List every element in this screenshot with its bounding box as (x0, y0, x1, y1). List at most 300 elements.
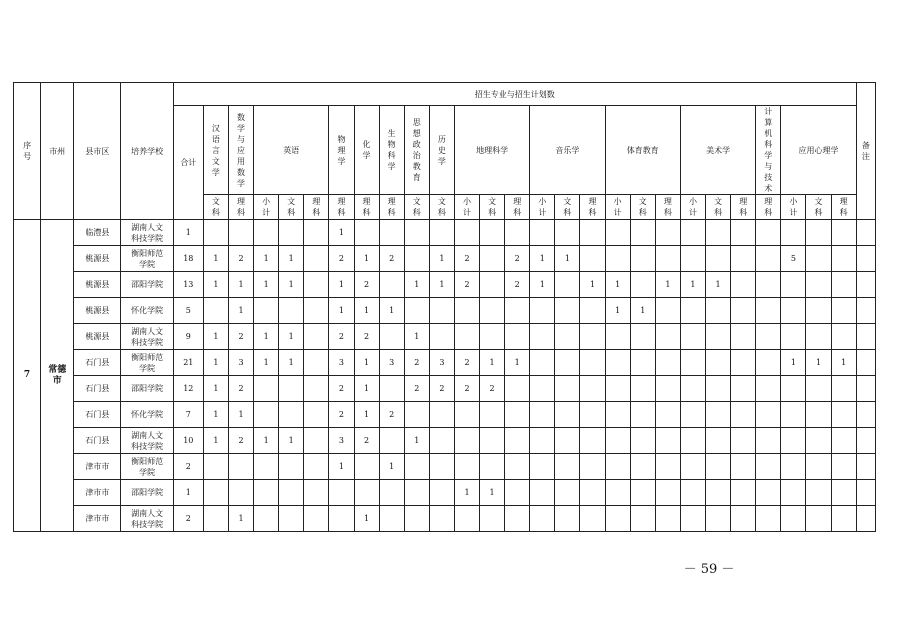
header-subcolumn: 文 科 (555, 195, 580, 220)
value-cell (605, 480, 630, 506)
value-cell: 2 (404, 376, 429, 402)
value-cell (429, 324, 454, 350)
value-cell (580, 298, 605, 324)
value-cell (555, 506, 580, 532)
value-cell (454, 454, 479, 480)
value-cell (781, 376, 806, 402)
value-cell (480, 454, 505, 480)
value-cell: 2 (228, 246, 253, 272)
value-cell: 1 (480, 350, 505, 376)
value-cell (605, 428, 630, 454)
county-cell: 桃源县 (74, 324, 121, 350)
value-cell: 2 (329, 402, 354, 428)
group-seq: 7 (14, 220, 41, 532)
value-cell (630, 480, 655, 506)
value-cell (680, 506, 705, 532)
value-cell (304, 402, 329, 428)
value-cell (580, 480, 605, 506)
header-subcolumn: 文 科 (429, 195, 454, 220)
value-cell (555, 324, 580, 350)
value-cell: 1 (254, 246, 279, 272)
header-subject: 思 想 政 治 教 育 (404, 106, 429, 195)
value-cell: 1 (505, 350, 530, 376)
value-cell (379, 272, 404, 298)
value-cell: 1 (279, 272, 304, 298)
header-subject: 汉 语 言 文 学 (203, 106, 228, 195)
value-cell (555, 220, 580, 246)
value-cell (480, 506, 505, 532)
value-cell: 3 (329, 428, 354, 454)
value-cell (505, 428, 530, 454)
value-cell (831, 480, 856, 506)
value-cell (856, 402, 875, 428)
value-cell (530, 220, 555, 246)
value-cell (254, 376, 279, 402)
value-cell (806, 324, 831, 350)
value-cell: 1 (605, 298, 630, 324)
county-cell: 津市市 (74, 480, 121, 506)
value-cell (329, 506, 354, 532)
header-subject: 地理科学 (454, 106, 529, 195)
table-row (14, 272, 876, 298)
value-cell (404, 220, 429, 246)
value-cell (680, 428, 705, 454)
table-row (14, 324, 876, 350)
header-subject: 英语 (254, 106, 329, 195)
value-cell (304, 324, 329, 350)
value-cell: 2 (329, 246, 354, 272)
county-cell: 桃源县 (74, 298, 121, 324)
value-cell (856, 220, 875, 246)
value-cell (580, 220, 605, 246)
header-seq: 序 号 (14, 83, 41, 220)
value-cell (429, 402, 454, 428)
table-row (14, 220, 876, 246)
value-cell: 1 (354, 350, 379, 376)
value-cell (429, 506, 454, 532)
table-row (14, 480, 876, 506)
value-cell (304, 350, 329, 376)
value-cell (605, 454, 630, 480)
value-cell (756, 220, 781, 246)
value-cell (731, 272, 756, 298)
value-cell (254, 454, 279, 480)
header-subcolumn: 理 科 (329, 195, 354, 220)
value-cell (731, 220, 756, 246)
table-row (14, 376, 876, 402)
county-cell: 石门县 (74, 402, 121, 428)
value-cell (354, 480, 379, 506)
header-subcolumn: 理 科 (731, 195, 756, 220)
value-cell (731, 428, 756, 454)
table-row (14, 246, 876, 272)
school-cell: 湖南人文 科技学院 (121, 428, 173, 454)
value-cell: 1 (228, 402, 253, 428)
value-cell (530, 428, 555, 454)
value-cell: 3 (228, 350, 253, 376)
value-cell (505, 402, 530, 428)
value-cell (505, 506, 530, 532)
school-cell: 衡阳师范 学院 (121, 246, 173, 272)
value-cell (304, 428, 329, 454)
value-cell (580, 402, 605, 428)
value-cell (831, 324, 856, 350)
value-cell (480, 220, 505, 246)
value-cell (630, 428, 655, 454)
value-cell (555, 402, 580, 428)
value-cell (279, 506, 304, 532)
value-cell (680, 480, 705, 506)
value-cell (706, 220, 731, 246)
value-cell (454, 402, 479, 428)
value-cell (706, 350, 731, 376)
value-cell: 1 (329, 272, 354, 298)
county-cell: 桃源县 (74, 272, 121, 298)
header-subcolumn: 小 计 (781, 195, 806, 220)
value-cell (429, 454, 454, 480)
header-subject: 计 算 机 科 学 与 技 术 (756, 106, 781, 195)
value-cell (706, 324, 731, 350)
value-cell (555, 454, 580, 480)
value-cell (706, 376, 731, 402)
value-cell: 2 (505, 246, 530, 272)
value-cell (404, 298, 429, 324)
value-cell (731, 246, 756, 272)
value-cell (731, 298, 756, 324)
value-cell (731, 324, 756, 350)
value-cell: 1 (228, 272, 253, 298)
value-cell (655, 220, 680, 246)
value-cell (605, 506, 630, 532)
header-subcolumn: 文 科 (706, 195, 731, 220)
value-cell: 12 (173, 376, 203, 402)
value-cell (530, 324, 555, 350)
value-cell (228, 220, 253, 246)
value-cell (404, 454, 429, 480)
school-cell: 怀化学院 (121, 402, 173, 428)
value-cell (630, 220, 655, 246)
value-cell (781, 428, 806, 454)
value-cell (480, 246, 505, 272)
value-cell: 1 (254, 428, 279, 454)
value-cell (580, 506, 605, 532)
header-school: 培养学校 (121, 83, 173, 220)
value-cell (856, 246, 875, 272)
header-subcolumn: 理 科 (379, 195, 404, 220)
value-cell (429, 298, 454, 324)
value-cell: 2 (454, 246, 479, 272)
value-cell (480, 428, 505, 454)
header-subject: 化 学 (354, 106, 379, 195)
value-cell (781, 272, 806, 298)
value-cell (655, 246, 680, 272)
value-cell (404, 246, 429, 272)
value-cell (756, 272, 781, 298)
county-cell: 石门县 (74, 428, 121, 454)
table-row (14, 506, 876, 532)
value-cell (731, 376, 756, 402)
value-cell: 1 (379, 454, 404, 480)
value-cell (630, 402, 655, 428)
value-cell (379, 220, 404, 246)
header-subject: 历 史 学 (429, 106, 454, 195)
value-cell (454, 220, 479, 246)
value-cell (304, 506, 329, 532)
value-cell (630, 246, 655, 272)
value-cell: 2 (379, 402, 404, 428)
value-cell (630, 454, 655, 480)
value-cell (706, 246, 731, 272)
value-cell (731, 480, 756, 506)
value-cell (806, 428, 831, 454)
header-subcolumn: 理 科 (354, 195, 379, 220)
school-cell: 衡阳师范 学院 (121, 350, 173, 376)
value-cell: 2 (480, 376, 505, 402)
value-cell (731, 506, 756, 532)
value-cell (655, 428, 680, 454)
value-cell (279, 376, 304, 402)
value-cell: 1 (279, 324, 304, 350)
value-cell (756, 324, 781, 350)
page-number: － 59 － (683, 562, 735, 577)
table-row (14, 350, 876, 376)
table-row (14, 298, 876, 324)
value-cell: 1 (806, 350, 831, 376)
value-cell: 1 (228, 298, 253, 324)
county-cell: 石门县 (74, 376, 121, 402)
value-cell: 2 (228, 428, 253, 454)
table-body (14, 220, 876, 532)
value-cell (505, 454, 530, 480)
value-cell: 1 (254, 324, 279, 350)
value-cell: 1 (173, 220, 203, 246)
value-cell: 1 (429, 272, 454, 298)
value-cell (354, 454, 379, 480)
value-cell (505, 220, 530, 246)
value-cell (756, 506, 781, 532)
value-cell (655, 454, 680, 480)
value-cell (831, 454, 856, 480)
value-cell (630, 324, 655, 350)
value-cell (856, 428, 875, 454)
value-cell (580, 246, 605, 272)
value-cell (530, 298, 555, 324)
value-cell: 5 (781, 246, 806, 272)
value-cell: 1 (203, 246, 228, 272)
value-cell (756, 350, 781, 376)
table-header (14, 83, 876, 220)
value-cell (605, 246, 630, 272)
header-subject: 数 学 与 应 用 数 学 (228, 106, 253, 195)
value-cell (806, 480, 831, 506)
value-cell (480, 324, 505, 350)
value-cell: 1 (429, 246, 454, 272)
value-cell (480, 402, 505, 428)
header-subcolumn: 小 计 (605, 195, 630, 220)
value-cell (756, 246, 781, 272)
value-cell: 1 (203, 324, 228, 350)
value-cell: 1 (831, 350, 856, 376)
header-city: 市州 (41, 83, 74, 220)
value-cell: 3 (379, 350, 404, 376)
value-cell: 1 (404, 428, 429, 454)
value-cell (706, 298, 731, 324)
value-cell (605, 324, 630, 350)
value-cell (605, 376, 630, 402)
value-cell (580, 454, 605, 480)
value-cell (254, 480, 279, 506)
header-subcolumn: 文 科 (404, 195, 429, 220)
value-cell (530, 506, 555, 532)
header-subject: 体育教育 (605, 106, 680, 195)
value-cell: 3 (329, 350, 354, 376)
county-cell: 桃源县 (74, 246, 121, 272)
value-cell (680, 246, 705, 272)
value-cell: 2 (329, 324, 354, 350)
value-cell (555, 272, 580, 298)
value-cell (379, 324, 404, 350)
value-cell (404, 506, 429, 532)
value-cell (228, 454, 253, 480)
value-cell (605, 350, 630, 376)
value-cell (379, 428, 404, 454)
value-cell: 9 (173, 324, 203, 350)
value-cell (304, 246, 329, 272)
value-cell (404, 480, 429, 506)
value-cell: 1 (354, 246, 379, 272)
value-cell (304, 454, 329, 480)
value-cell: 21 (173, 350, 203, 376)
value-cell: 1 (454, 480, 479, 506)
table-row (14, 454, 876, 480)
value-cell (856, 272, 875, 298)
value-cell (756, 402, 781, 428)
value-cell: 2 (454, 350, 479, 376)
value-cell: 1 (404, 324, 429, 350)
value-cell: 2 (379, 246, 404, 272)
value-cell (505, 324, 530, 350)
value-cell (655, 480, 680, 506)
value-cell (580, 350, 605, 376)
header-subcolumn: 理 科 (831, 195, 856, 220)
value-cell (279, 220, 304, 246)
value-cell (254, 298, 279, 324)
value-cell (781, 506, 806, 532)
value-cell: 1 (203, 402, 228, 428)
value-cell (304, 376, 329, 402)
value-cell (304, 298, 329, 324)
value-cell (505, 480, 530, 506)
value-cell: 18 (173, 246, 203, 272)
value-cell: 1 (279, 246, 304, 272)
value-cell (555, 480, 580, 506)
value-cell (831, 272, 856, 298)
value-cell (706, 506, 731, 532)
value-cell: 1 (329, 298, 354, 324)
value-cell (630, 376, 655, 402)
school-cell: 衡阳师范 学院 (121, 454, 173, 480)
value-cell (254, 402, 279, 428)
value-cell (655, 350, 680, 376)
value-cell (856, 376, 875, 402)
header-county: 县市区 (74, 83, 121, 220)
value-cell (731, 454, 756, 480)
value-cell (655, 298, 680, 324)
value-cell (555, 376, 580, 402)
header-subcolumn: 理 科 (228, 195, 253, 220)
value-cell: 1 (605, 272, 630, 298)
value-cell: 1 (354, 506, 379, 532)
header-subcolumn: 文 科 (203, 195, 228, 220)
value-cell (756, 298, 781, 324)
value-cell (831, 220, 856, 246)
value-cell (680, 376, 705, 402)
value-cell (781, 220, 806, 246)
value-cell: 1 (630, 298, 655, 324)
value-cell (856, 324, 875, 350)
value-cell: 1 (203, 428, 228, 454)
value-cell (454, 298, 479, 324)
value-cell (304, 220, 329, 246)
value-cell: 2 (228, 376, 253, 402)
school-cell: 邵阳学院 (121, 376, 173, 402)
value-cell (530, 402, 555, 428)
header-subcolumn: 小 计 (454, 195, 479, 220)
value-cell: 1 (203, 350, 228, 376)
value-cell (806, 402, 831, 428)
value-cell (530, 376, 555, 402)
value-cell (354, 220, 379, 246)
value-cell (279, 480, 304, 506)
value-cell (680, 298, 705, 324)
value-cell: 1 (354, 402, 379, 428)
value-cell (781, 454, 806, 480)
header-subcolumn: 理 科 (655, 195, 680, 220)
value-cell: 1 (203, 376, 228, 402)
value-cell: 1 (555, 246, 580, 272)
header-subcolumn: 小 计 (254, 195, 279, 220)
value-cell (856, 350, 875, 376)
value-cell (379, 376, 404, 402)
value-cell (555, 350, 580, 376)
value-cell: 1 (173, 480, 203, 506)
value-cell: 1 (530, 246, 555, 272)
value-cell: 1 (580, 272, 605, 298)
value-cell (505, 376, 530, 402)
value-cell (505, 298, 530, 324)
value-cell (555, 298, 580, 324)
value-cell (706, 402, 731, 428)
value-cell (655, 506, 680, 532)
value-cell (279, 402, 304, 428)
value-cell: 2 (454, 376, 479, 402)
value-cell (630, 506, 655, 532)
value-cell (279, 454, 304, 480)
value-cell: 1 (279, 350, 304, 376)
value-cell (480, 272, 505, 298)
school-cell: 邵阳学院 (121, 480, 173, 506)
value-cell: 13 (173, 272, 203, 298)
value-cell (680, 454, 705, 480)
value-cell: 3 (429, 350, 454, 376)
value-cell (756, 454, 781, 480)
header-subcolumn: 文 科 (279, 195, 304, 220)
value-cell (655, 376, 680, 402)
value-cell: 1 (706, 272, 731, 298)
header-total: 合计 (173, 106, 203, 220)
value-cell (806, 506, 831, 532)
value-cell (680, 220, 705, 246)
